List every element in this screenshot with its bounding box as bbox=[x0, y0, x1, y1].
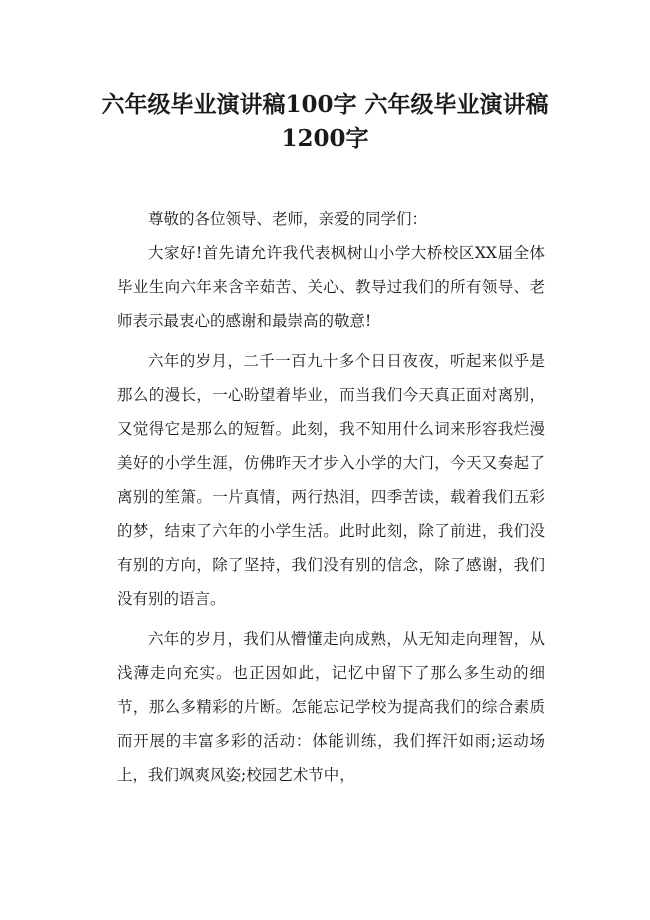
document-title: 六年级毕业演讲稿100字 六年级毕业演讲稿1200字 bbox=[101, 91, 549, 152]
document-body bbox=[117, 202, 545, 792]
body-paragraph: 六年的岁月，二千一百九十多个日日夜夜，听起来似乎是那么的漫长，一心盼望着毕业，而当我们今天真正面对离别，又觉得它是那么的短暂。此刻，我不知用什么词来形容我烂漫美好的小学生涯，仿佛昨天才步入小学的大门，今天又奏起了离别的笙箫。一片真情，两行热泪，四季苦读，载着我们五彩的梦，结束了六年的小学生活。此时此刻，除了前进，我们没有别的方向，除了坚持，我们没有别的信念，除了感谢，我们没有别的语言。 bbox=[117, 352, 545, 608]
salutation-paragraph: 尊敬的各位领导、老师，亲爱的同学们： bbox=[148, 210, 428, 228]
body-paragraph: 六年的岁月，我们从懵懂走向成熟，从无知走向理智，从浅薄走向充实。也正因如此，记忆中留下了那么多生动的细节，那么多精彩的片断。怎能忘记学校为提高我们的综合素质而开展的丰富多彩的活动：体能训练，我们挥汗如雨;运动场上，我们飒爽风姿;校园艺术节中， bbox=[117, 630, 545, 784]
body-paragraph: 大家好!首先请允许我代表枫树山小学大桥校区XX届全体毕业生向六年来含辛茹苦、关心、教导过我们的所有领导、老师表示最衷心的感谢和最崇高的敬意! bbox=[117, 244, 545, 330]
